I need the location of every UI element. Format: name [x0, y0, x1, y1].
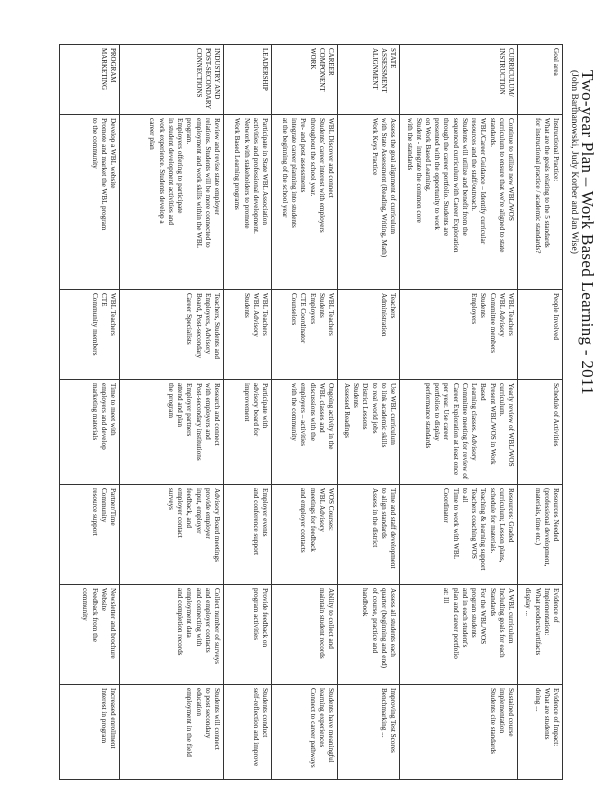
table-cell: Sustained course implementation Students cite standards [400, 685, 518, 780]
table-cell: Improving Test Scores Benchmarking ... [338, 685, 400, 780]
page-title: Two-year Plan – Work Based Learning - 2011 [578, 70, 597, 395]
table-row [400, 45, 518, 780]
table-cell: Newsletter and brochure Website Feedback from the community [60, 585, 120, 685]
table-cell: A WBL curriculum Including goals for each Standards For the WBL/WOS program students and in each student's plan and career portfolio at: Ill [400, 585, 518, 685]
table-row [60, 45, 120, 780]
table-cell: Use WBL curriculum to link academic skills to real world jobs District Lessons Students Assessed Readings [338, 380, 400, 485]
table-cell: Employer events and conference support [224, 485, 272, 585]
goal-cell: STATE ASSESSMENT ALIGNMENT [338, 45, 400, 115]
table-row [272, 45, 338, 780]
goal-cell: CURRICULUM/ INSTRUCTION [400, 45, 518, 115]
header-schedule: Schedule of Activities [518, 380, 563, 485]
table-cell: Review and revise state employer relations. Students will be more connected to employment and work skills within the WBL program. Employers offering to participate in student development activities and work experience. Students develop a career plan [120, 115, 224, 290]
page-subtitle: (John Barthanowski, Judy Korber and Jan Wise) [569, 70, 579, 254]
goal-cell: PROGRAM MARKETING [60, 45, 120, 115]
goal-cell: INDUSTRY AND POST-SECONDARY CONNECTIONS [120, 45, 224, 115]
table-row [224, 45, 272, 780]
table-cell: WOS Courses: WBL Advisory meetings for feedback and employer contacts [272, 485, 338, 585]
table-cell: Develop a WBL website Promote and market the WBL program to the community [60, 115, 120, 290]
table-cell: Time and staff development to align standards Assess in the district [338, 485, 400, 585]
table-cell: Ability to collect and maintain student records [272, 585, 338, 685]
table-cell: WBL Discover and connect Students' career interest with employers throughout the school year. Pre- and post assessments integrate career planning into students at the beginning of the school year [272, 115, 338, 290]
table-cell: Continue to utilize new WBL/WOS curriculum to ensure that we're aligned to state standards. WBL/Career Guidance – Identify curricular resources and the staff/outreach. Students will utilize and benefit from the sequenced curriculum with Career Exploration through the career portfolio. Students are presented with the opportunity to work on Work Based Learning. Student - integrate the common core with the standards [400, 115, 518, 290]
table-row [338, 45, 400, 780]
plan-table [59, 44, 563, 780]
table-cell: Participate in State WBL Association activities and professional development. Network with stakeholders to promote Work Based Learning programs [224, 115, 272, 290]
header-row [518, 45, 563, 780]
table-cell: WBL Teachers WBL Advisory Students [224, 290, 272, 380]
goal-cell: LEADERSHIP [224, 45, 272, 115]
table-cell: Students will connect to post secondary education employment in the field [120, 685, 224, 780]
table-cell: Increased enrollment Interest in program [60, 685, 120, 780]
table-cell: Assess the goal alignment of curriculum with State Assessment (Reading, Writing, Math) Work Keys Practice [338, 115, 400, 290]
table-cell: Students conduct self-reflection and improve [224, 685, 272, 780]
table-cell: Teachers Administration [338, 290, 400, 380]
table-cell: Time to meet with employers and develop marketing materials [60, 380, 120, 485]
table-cell: Partner/Time Community resource support [60, 485, 120, 585]
header-resources: Resources Needed (professional development, materials, time etc.) [518, 485, 563, 585]
table-cell: WBL Teachers CTE Community members [60, 290, 120, 380]
header-people-involved: People Involved [518, 290, 563, 380]
header-goal-area: Goal area [518, 45, 563, 115]
table-cell: Students have meaningful learning experiences Connect to career pathways [272, 685, 338, 780]
table-cell: Research and connect with employers and Post-secondary institutions Employer partners attend and plan the program [120, 380, 224, 485]
table-cell: Participate with advisory board for improvement [224, 380, 272, 485]
goal-cell: CAREER COMPONENT WORK [272, 45, 338, 115]
header-evidence-implementation: Evidence of Implementation: What products/artifacts display ... [518, 585, 563, 685]
table-cell: Provide feedback on program activities [224, 585, 272, 685]
table-cell: WBL Teachers Students Employers CTE Coordinator Counselors [272, 290, 338, 380]
table-cell: Advisory Board meetings provide employer input, employer feedback, and employer contact surveys [120, 485, 224, 585]
table-cell: WBL Teachers WBL Advisory Committee members Students Employers [400, 290, 518, 380]
header-evidence-impact: Evidence of Impact: What are students doing ... [518, 685, 563, 780]
table-cell: Assess all students each quarter (beginning and end) of course, practice and handbook [338, 585, 400, 685]
table-cell: Yearly review of WBL/WOS curriculum. Present WBL/WOS in Work Based Learning classes. Advisory Committee meeting for review of Career Exploration at least once per year. Use career portfolios to display performance standards [400, 380, 518, 485]
table-cell: Collect number of surveys and employer contacts and connecting with employment data and completion records [120, 585, 224, 685]
table-row [120, 45, 224, 780]
header-instructional-practice: Instructional Practice: What are the goals relating to the 5 standards for instructional practice / academic standards? [518, 115, 563, 290]
table-cell: Ongoing activity in the WBL classes and discussions with the employers – activities with the community [272, 380, 338, 485]
table-cell: Teachers, Students and Employers, Advisory Board, Post-secondary Career Specialists [120, 290, 224, 380]
table-cell: Resources: Graded curriculum; Lesson plans, schedule for materials. Teaching & learning support Teachers coaching WOS to all Time to work with WBL Coordinator [400, 485, 518, 585]
